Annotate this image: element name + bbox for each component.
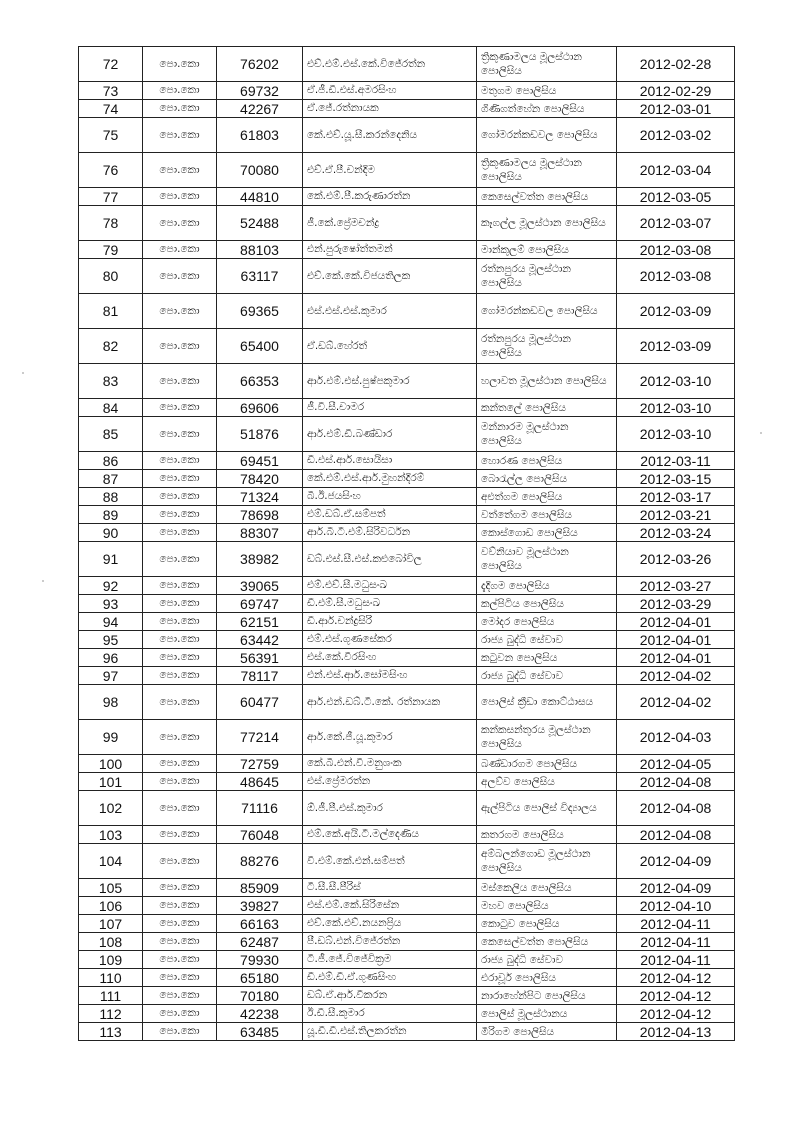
station-cell: කෙසෙල්වත්ත පොලිසිය xyxy=(477,188,617,206)
regimental-number-cell: 60477 xyxy=(217,685,303,720)
date-cell: 2012-03-05 xyxy=(617,188,735,206)
name-cell: වී.එම්.කේ.එන්.සම්පත් xyxy=(303,844,477,879)
station-cell: මතුගම පොලිසිය xyxy=(477,82,617,100)
date-cell: 2012-03-15 xyxy=(617,470,735,488)
row-number: 108 xyxy=(79,933,143,951)
name-cell: එස්.කේ.වීරසිංහ xyxy=(303,649,477,667)
name-cell: පී.ඩබ්.එන්.විජේරත්න xyxy=(303,933,477,951)
date-cell: 2012-03-01 xyxy=(617,100,735,118)
rank-cell: පො.කො xyxy=(143,329,217,364)
row-number: 107 xyxy=(79,915,143,933)
date-cell: 2012-03-10 xyxy=(617,399,735,417)
table-row xyxy=(79,506,735,524)
station-cell: කෑගල්ල මූලස්ථාන පොලිසිය xyxy=(477,206,617,241)
row-number: 89 xyxy=(79,506,143,524)
rank-cell: පො.කො xyxy=(143,595,217,613)
station-cell: අම්බලන්ගොඩ මූලස්ථාන පොලිසිය xyxy=(477,844,617,879)
name-cell: ජී.කේ.ප්‍රේමචන්ද්‍ර xyxy=(303,206,477,241)
station-cell: බොරැල්ල පොලිසිය xyxy=(477,470,617,488)
regimental-number-cell: 78698 xyxy=(217,506,303,524)
regimental-number-cell: 88307 xyxy=(217,524,303,542)
personnel-table xyxy=(78,46,735,1041)
regimental-number-cell: 42238 xyxy=(217,1005,303,1023)
rank-cell: පො.කො xyxy=(143,542,217,577)
date-cell: 2012-04-03 xyxy=(617,720,735,755)
date-cell: 2012-04-08 xyxy=(617,773,735,791)
name-cell: ආර්.කේ.ජී.යූ.කුමාර xyxy=(303,720,477,755)
date-cell: 2012-02-29 xyxy=(617,82,735,100)
station-cell: හොරණ පොලිසිය xyxy=(477,452,617,470)
row-number: 76 xyxy=(79,153,143,188)
date-cell: 2012-04-11 xyxy=(617,915,735,933)
date-cell: 2012-03-07 xyxy=(617,206,735,241)
rank-cell: පො.කො xyxy=(143,100,217,118)
date-cell: 2012-03-17 xyxy=(617,488,735,506)
table-row xyxy=(79,631,735,649)
regimental-number-cell: 65180 xyxy=(217,969,303,987)
name-cell: ඩබ්.ඒ.ආර්.වීකරන xyxy=(303,987,477,1005)
name-cell: බී.ඊ.ජයසිංහ xyxy=(303,488,477,506)
rank-cell: පො.කො xyxy=(143,915,217,933)
name-cell: ආර්.එන්.ඩබ්.ටී.කේ. රත්නායක xyxy=(303,685,477,720)
station-cell: හලාවත මූලස්ථාන පොලිසිය xyxy=(477,364,617,399)
regimental-number-cell: 72759 xyxy=(217,755,303,773)
name-cell: ඩබ්.එස්.සී.එස්.කළුබෝවිල xyxy=(303,542,477,577)
scan-speck xyxy=(22,372,24,374)
date-cell: 2012-04-01 xyxy=(617,649,735,667)
station-cell: කටුවන පොලිසිය xyxy=(477,649,617,667)
rank-cell: පො.කො xyxy=(143,488,217,506)
row-number: 91 xyxy=(79,542,143,577)
rank-cell: පො.කො xyxy=(143,755,217,773)
row-number: 112 xyxy=(79,1005,143,1023)
regimental-number-cell: 66353 xyxy=(217,364,303,399)
row-number: 85 xyxy=(79,417,143,452)
table-row xyxy=(79,417,735,452)
name-cell: කේ.බී.එන්.වී.මනුශංක xyxy=(303,755,477,773)
date-cell: 2012-04-12 xyxy=(617,969,735,987)
table-row xyxy=(79,488,735,506)
regimental-number-cell: 69732 xyxy=(217,82,303,100)
date-cell: 2012-03-04 xyxy=(617,153,735,188)
date-cell: 2012-03-02 xyxy=(617,118,735,153)
date-cell: 2012-03-29 xyxy=(617,595,735,613)
station-cell: අලව්ව පොලිසිය xyxy=(477,773,617,791)
row-number: 88 xyxy=(79,488,143,506)
regimental-number-cell: 71116 xyxy=(217,791,303,826)
rank-cell: පො.කො xyxy=(143,685,217,720)
regimental-number-cell: 69606 xyxy=(217,399,303,417)
name-cell: එම්.එච්.සී.මධුසංඛ xyxy=(303,577,477,595)
row-number: 105 xyxy=(79,879,143,897)
date-cell: 2012-04-12 xyxy=(617,1005,735,1023)
date-cell: 2012-03-10 xyxy=(617,417,735,452)
date-cell: 2012-03-24 xyxy=(617,524,735,542)
table-row xyxy=(79,524,735,542)
date-cell: 2012-04-08 xyxy=(617,826,735,844)
name-cell: ආර්.එම්.ඩී.බණ්ඩාර xyxy=(303,417,477,452)
station-cell: බණ්ඩාරගම පොලිසිය xyxy=(477,755,617,773)
rank-cell: පො.කො xyxy=(143,399,217,417)
table-row xyxy=(79,826,735,844)
rank-cell: පො.කො xyxy=(143,294,217,329)
row-number: 80 xyxy=(79,259,143,294)
row-number: 82 xyxy=(79,329,143,364)
row-number: 87 xyxy=(79,470,143,488)
regimental-number-cell: 88276 xyxy=(217,844,303,879)
date-cell: 2012-04-01 xyxy=(617,613,735,631)
rank-cell: පො.කො xyxy=(143,241,217,259)
table-row xyxy=(79,897,735,915)
station-cell: වත්තේගම පොලිසිය xyxy=(477,506,617,524)
station-cell: කෙසෙල්වත්ත පොලිසිය xyxy=(477,933,617,951)
rank-cell: පො.කො xyxy=(143,631,217,649)
row-number: 93 xyxy=(79,595,143,613)
name-cell: ඩී.එම්.ඩී.ඒ.ගුණසිංහ xyxy=(303,969,477,987)
name-cell: එස්.එම්.කේ.සිරිසේන xyxy=(303,897,477,915)
name-cell: එස්.එස්.එස්.කුමාර xyxy=(303,294,477,329)
table-row xyxy=(79,188,735,206)
station-cell: නාරාහේන්පිට පොලිසිය xyxy=(477,987,617,1005)
date-cell: 2012-03-08 xyxy=(617,241,735,259)
station-cell: කල්පිටිය පොලිසිය xyxy=(477,595,617,613)
row-number: 103 xyxy=(79,826,143,844)
table-row xyxy=(79,969,735,987)
station-cell: ඇල්පිටිය පොලිස් විද්‍යාලය xyxy=(477,791,617,826)
rank-cell: පො.කො xyxy=(143,577,217,595)
name-cell: ටී.ජී.ජේ.විජේවික්‍රම xyxy=(303,951,477,969)
rank-cell: පො.කො xyxy=(143,364,217,399)
date-cell: 2012-04-05 xyxy=(617,755,735,773)
row-number: 83 xyxy=(79,364,143,399)
table-row xyxy=(79,118,735,153)
date-cell: 2012-03-10 xyxy=(617,364,735,399)
rank-cell: පො.කො xyxy=(143,188,217,206)
rank-cell: පො.කො xyxy=(143,1005,217,1023)
name-cell: ජී.වී.සී.චාමර xyxy=(303,399,477,417)
regimental-number-cell: 61803 xyxy=(217,118,303,153)
station-cell: ගෝමරන්කඩවල පොලිසිය xyxy=(477,294,617,329)
rank-cell: පො.කො xyxy=(143,773,217,791)
station-cell: ගිණිගත්හේන පොලිසිය xyxy=(477,100,617,118)
date-cell: 2012-03-21 xyxy=(617,506,735,524)
rank-cell: පො.කො xyxy=(143,82,217,100)
row-number: 72 xyxy=(79,47,143,82)
regimental-number-cell: 39827 xyxy=(217,897,303,915)
date-cell: 2012-04-10 xyxy=(617,897,735,915)
table-row xyxy=(79,364,735,399)
regimental-number-cell: 63117 xyxy=(217,259,303,294)
rank-cell: පො.කො xyxy=(143,524,217,542)
row-number: 100 xyxy=(79,755,143,773)
regimental-number-cell: 78420 xyxy=(217,470,303,488)
table-row xyxy=(79,844,735,879)
date-cell: 2012-03-09 xyxy=(617,329,735,364)
table-row xyxy=(79,100,735,118)
table-row xyxy=(79,773,735,791)
rank-cell: පො.කො xyxy=(143,897,217,915)
station-cell: මහව පොලිසිය xyxy=(477,897,617,915)
station-cell: දැදිගම පොලිසිය xyxy=(477,577,617,595)
date-cell: 2012-04-02 xyxy=(617,667,735,685)
table-row xyxy=(79,329,735,364)
name-cell: එච්.ඒ.පී.චන්දිම xyxy=(303,153,477,188)
row-number: 90 xyxy=(79,524,143,542)
station-cell: ත්‍රිකුණාමලය මූලස්ථාන පොලිසිය xyxy=(477,47,617,82)
date-cell: 2012-03-09 xyxy=(617,294,735,329)
scan-speck xyxy=(42,580,44,582)
station-cell: වව්නියාව මූලස්ථාන පොලිසිය xyxy=(477,542,617,577)
regimental-number-cell: 39065 xyxy=(217,577,303,595)
table-row xyxy=(79,667,735,685)
name-cell: ඩී.ආර්.චන්ද්‍රසිරි xyxy=(303,613,477,631)
regimental-number-cell: 88103 xyxy=(217,241,303,259)
rank-cell: පො.කො xyxy=(143,1023,217,1041)
name-cell: ආර්.එම්.එස්.පුෂ්පකුමාර xyxy=(303,364,477,399)
date-cell: 2012-04-12 xyxy=(617,987,735,1005)
rank-cell: පො.කො xyxy=(143,844,217,879)
regimental-number-cell: 70180 xyxy=(217,987,303,1005)
table-row xyxy=(79,294,735,329)
date-cell: 2012-04-09 xyxy=(617,844,735,879)
station-cell: ත්‍රිකුණාමලය මූලස්ථාන පොලිසිය xyxy=(477,153,617,188)
regimental-number-cell: 62487 xyxy=(217,933,303,951)
regimental-number-cell: 79930 xyxy=(217,951,303,969)
name-cell: ඊ.ඩී.සී.කුමාර xyxy=(303,1005,477,1023)
regimental-number-cell: 77214 xyxy=(217,720,303,755)
row-number: 96 xyxy=(79,649,143,667)
station-cell: රත්නපුරය මූලස්ථාන පොලිසිය xyxy=(477,329,617,364)
station-cell: එරාවූර් පොලිසිය xyxy=(477,969,617,987)
station-cell: කොස්ගොඩ පොලිසිය xyxy=(477,524,617,542)
station-cell: අළුත්ගම පොලිසිය xyxy=(477,488,617,506)
station-cell: පොලිස් ක්‍රීඩා කොට්ඨාසය xyxy=(477,685,617,720)
rank-cell: පො.කො xyxy=(143,613,217,631)
table-row xyxy=(79,82,735,100)
table-row xyxy=(79,452,735,470)
table-row xyxy=(79,613,735,631)
table-row xyxy=(79,153,735,188)
name-cell: එච්.කේ.කේ.විජයතිලක xyxy=(303,259,477,294)
rank-cell: පො.කො xyxy=(143,506,217,524)
regimental-number-cell: 76048 xyxy=(217,826,303,844)
row-number: 73 xyxy=(79,82,143,100)
regimental-number-cell: 69747 xyxy=(217,595,303,613)
regimental-number-cell: 56391 xyxy=(217,649,303,667)
rank-cell: පො.කො xyxy=(143,452,217,470)
regimental-number-cell: 48645 xyxy=(217,773,303,791)
rank-cell: පො.කො xyxy=(143,667,217,685)
station-cell: කන්තලේ පොලිසිය xyxy=(477,399,617,417)
table-row xyxy=(79,685,735,720)
regimental-number-cell: 63442 xyxy=(217,631,303,649)
rank-cell: පො.කො xyxy=(143,969,217,987)
name-cell: එන්.පුරුෂෝත්තමන් xyxy=(303,241,477,259)
row-number: 101 xyxy=(79,773,143,791)
rank-cell: පො.කො xyxy=(143,118,217,153)
station-cell: මීරිගම පොලිසිය xyxy=(477,1023,617,1041)
regimental-number-cell: 76202 xyxy=(217,47,303,82)
rank-cell: පො.කො xyxy=(143,933,217,951)
row-number: 97 xyxy=(79,667,143,685)
name-cell: ඕ.ජී.පී.එස්.කුමාර xyxy=(303,791,477,826)
station-cell: කතරගම පොලිසිය xyxy=(477,826,617,844)
regimental-number-cell: 65400 xyxy=(217,329,303,364)
date-cell: 2012-04-08 xyxy=(617,791,735,826)
row-number: 94 xyxy=(79,613,143,631)
table-row xyxy=(79,577,735,595)
row-number: 113 xyxy=(79,1023,143,1041)
rank-cell: පො.කො xyxy=(143,470,217,488)
station-cell: පොලිස් මූලස්ථානය xyxy=(477,1005,617,1023)
table-row xyxy=(79,879,735,897)
station-cell: කොටුව පොලිසිය xyxy=(477,915,617,933)
row-number: 84 xyxy=(79,399,143,417)
table-row xyxy=(79,987,735,1005)
regimental-number-cell: 44810 xyxy=(217,188,303,206)
regimental-number-cell: 85909 xyxy=(217,879,303,897)
row-number: 109 xyxy=(79,951,143,969)
name-cell: එම්.ඩබ්.ඒ.සම්පත් xyxy=(303,506,477,524)
date-cell: 2012-04-11 xyxy=(617,933,735,951)
rank-cell: පො.කො xyxy=(143,649,217,667)
table-row xyxy=(79,470,735,488)
station-cell: රත්නපුරය මූලස්ථාන පොලිසිය xyxy=(477,259,617,294)
name-cell: එන්.එස්.ආර්.සෝමසිංහ xyxy=(303,667,477,685)
date-cell: 2012-04-09 xyxy=(617,879,735,897)
date-cell: 2012-03-11 xyxy=(617,452,735,470)
rank-cell: පො.කො xyxy=(143,987,217,1005)
row-number: 95 xyxy=(79,631,143,649)
name-cell: ඒ.ජී.ඩී.එස්.අමරසිංහ xyxy=(303,82,477,100)
rank-cell: පො.කො xyxy=(143,951,217,969)
row-number: 75 xyxy=(79,118,143,153)
rank-cell: පො.කො xyxy=(143,47,217,82)
table-row xyxy=(79,241,735,259)
table-row xyxy=(79,755,735,773)
table-row xyxy=(79,1023,735,1041)
personnel-table-body xyxy=(79,47,735,1041)
regimental-number-cell: 78117 xyxy=(217,667,303,685)
name-cell: කේ.එම්.පී.කරුණාරත්න xyxy=(303,188,477,206)
table-row xyxy=(79,720,735,755)
row-number: 106 xyxy=(79,897,143,915)
station-cell: මෝදර පොලිසිය xyxy=(477,613,617,631)
table-row xyxy=(79,259,735,294)
date-cell: 2012-04-02 xyxy=(617,685,735,720)
name-cell: ආර්.බී.ටී.එම්.සිරිවර්ධන xyxy=(303,524,477,542)
table-row xyxy=(79,791,735,826)
row-number: 79 xyxy=(79,241,143,259)
date-cell: 2012-02-28 xyxy=(617,47,735,82)
name-cell: ටී.සී.සී.පීරිස් xyxy=(303,879,477,897)
table-row xyxy=(79,595,735,613)
row-number: 86 xyxy=(79,452,143,470)
regimental-number-cell: 66163 xyxy=(217,915,303,933)
name-cell: ඒ.ඩබ්.හේරත් xyxy=(303,329,477,364)
regimental-number-cell: 42267 xyxy=(217,100,303,118)
date-cell: 2012-03-08 xyxy=(617,259,735,294)
name-cell: ඒ.ජේ.රත්නායක xyxy=(303,100,477,118)
station-cell: මන්නාරම මූලස්ථාන පොලිසිය xyxy=(477,417,617,452)
name-cell: ඩී.එස්.ආර්.සොයිසා xyxy=(303,452,477,470)
regimental-number-cell: 69451 xyxy=(217,452,303,470)
row-number: 81 xyxy=(79,294,143,329)
regimental-number-cell: 69365 xyxy=(217,294,303,329)
table-row xyxy=(79,206,735,241)
row-number: 74 xyxy=(79,100,143,118)
name-cell: එස්.ප්‍රේමරත්න xyxy=(303,773,477,791)
table-row xyxy=(79,933,735,951)
regimental-number-cell: 51876 xyxy=(217,417,303,452)
station-cell: මාන්කුලම් පොලිසිය xyxy=(477,241,617,259)
row-number: 77 xyxy=(79,188,143,206)
rank-cell: පො.කො xyxy=(143,720,217,755)
name-cell: කේ.එම්.එස්.ආර්.මුහන්දිරම් xyxy=(303,470,477,488)
name-cell: එච්.කේ.එච්.නයනප්‍රිය xyxy=(303,915,477,933)
regimental-number-cell: 70080 xyxy=(217,153,303,188)
date-cell: 2012-04-13 xyxy=(617,1023,735,1041)
rank-cell: පො.කො xyxy=(143,826,217,844)
table-row xyxy=(79,915,735,933)
station-cell: රාජ්‍ය බුද්ධි සේවාව xyxy=(477,667,617,685)
name-cell: යූ.ඩී.ඩී.එස්.තිලකරත්න xyxy=(303,1023,477,1041)
date-cell: 2012-03-26 xyxy=(617,542,735,577)
date-cell: 2012-03-27 xyxy=(617,577,735,595)
row-number: 102 xyxy=(79,791,143,826)
table-row xyxy=(79,649,735,667)
row-number: 110 xyxy=(79,969,143,987)
regimental-number-cell: 62151 xyxy=(217,613,303,631)
regimental-number-cell: 52488 xyxy=(217,206,303,241)
station-cell: රාජ්‍ය බුද්ධි සේවාව xyxy=(477,951,617,969)
table-row xyxy=(79,951,735,969)
row-number: 98 xyxy=(79,685,143,720)
station-cell: කන්කසන්තුරය මූලස්ථාන පොලිසිය xyxy=(477,720,617,755)
rank-cell: පො.කො xyxy=(143,259,217,294)
station-cell: රාජ්‍ය බුද්ධි සේවාව xyxy=(477,631,617,649)
station-cell: ගෝමරන්කඩවල පොලිසිය xyxy=(477,118,617,153)
rank-cell: පො.කො xyxy=(143,879,217,897)
date-cell: 2012-04-01 xyxy=(617,631,735,649)
table-row xyxy=(79,47,735,82)
rank-cell: පො.කො xyxy=(143,153,217,188)
row-number: 104 xyxy=(79,844,143,879)
table-row xyxy=(79,399,735,417)
regimental-number-cell: 38982 xyxy=(217,542,303,577)
rank-cell: පො.කො xyxy=(143,417,217,452)
table-row xyxy=(79,1005,735,1023)
table-row xyxy=(79,542,735,577)
rank-cell: පො.කො xyxy=(143,206,217,241)
rank-cell: පො.කො xyxy=(143,791,217,826)
row-number: 99 xyxy=(79,720,143,755)
regimental-number-cell: 71324 xyxy=(217,488,303,506)
name-cell: එම්.කේ.අයි.ටී.මල්දෙණිය xyxy=(303,826,477,844)
regimental-number-cell: 63485 xyxy=(217,1023,303,1041)
station-cell: මස්කෙලිය පොලිසිය xyxy=(477,879,617,897)
name-cell: එච්.එම්.එස්.කේ.විජේරත්න xyxy=(303,47,477,82)
row-number: 78 xyxy=(79,206,143,241)
date-cell: 2012-04-11 xyxy=(617,951,735,969)
scan-speck xyxy=(760,432,762,434)
name-cell: ඩී.එම්.සී.මධුසංඛ xyxy=(303,595,477,613)
row-number: 92 xyxy=(79,577,143,595)
name-cell: කේ.එච්.යූ.සී.කරන්දෙනිය xyxy=(303,118,477,153)
name-cell: එම්.එස්.ගුණසේකර xyxy=(303,631,477,649)
row-number: 111 xyxy=(79,987,143,1005)
